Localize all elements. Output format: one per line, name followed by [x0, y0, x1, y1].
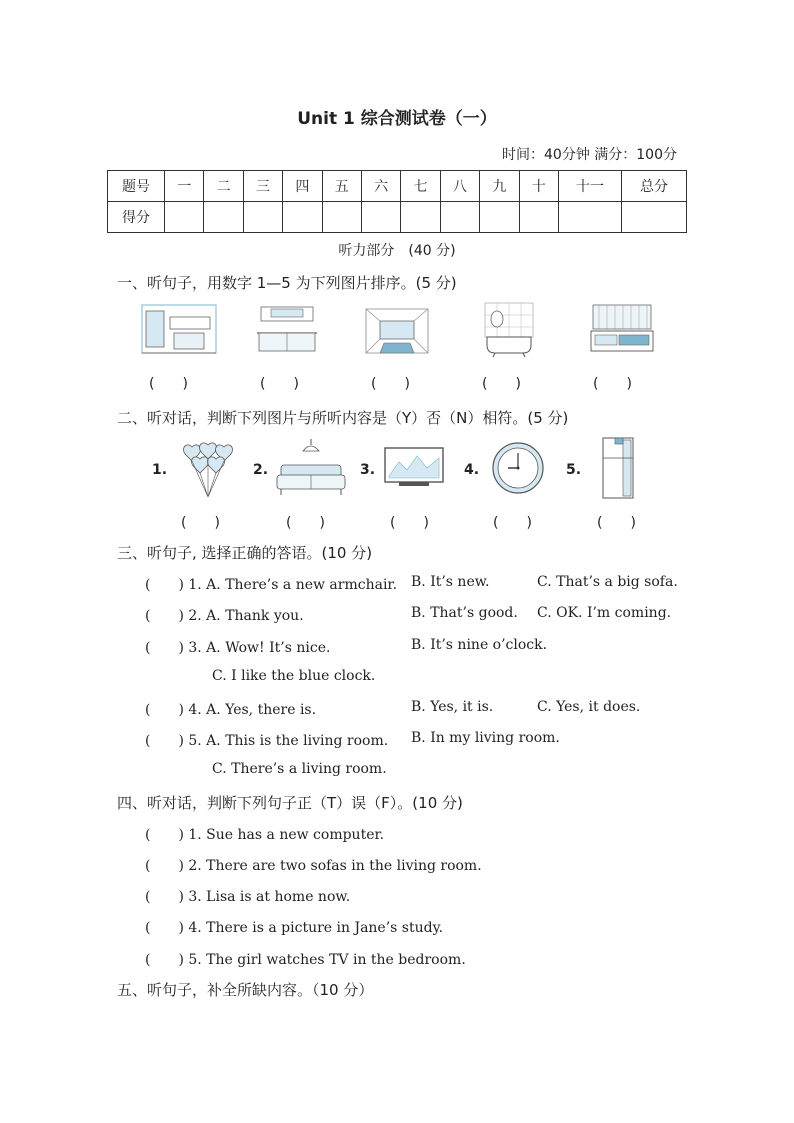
item-number: 1.: [152, 462, 168, 478]
score-header-cell: 题号: [108, 171, 165, 202]
score-header-cell: 总分: [622, 171, 687, 202]
option-c: C. Yes, it does.: [537, 699, 641, 715]
page-title: Unit 1 综合测试卷（一）: [297, 109, 497, 129]
score-value-row: [108, 202, 687, 233]
question-3-1: ( ) 1. A. There’s a new armchair.: [145, 577, 398, 593]
score-cell[interactable]: [440, 202, 479, 233]
score-row-label: 得分: [108, 202, 165, 233]
question-3-3: ( ) 3. A. Wow! It’s nice.: [145, 640, 331, 656]
score-cell[interactable]: [283, 202, 322, 233]
sofa-lamp-picture: [273, 439, 349, 499]
answer-blank[interactable]: ( ): [181, 515, 220, 531]
bathroom-picture: [140, 303, 218, 359]
score-cell[interactable]: [559, 202, 622, 233]
score-cell[interactable]: [622, 202, 687, 233]
section-4-title: 四、听对话，判断下列句子正（T）误（F）。(10 分): [117, 794, 463, 812]
score-header-cell: 二: [204, 171, 243, 202]
bathtub-picture: [483, 301, 535, 359]
question-3-2: ( ) 2. A. Thank you.: [145, 608, 304, 624]
option-c: C. OK. I’m coming.: [537, 605, 672, 621]
item-number: 3.: [360, 462, 376, 478]
question-4-2: ( ) 2. There are two sofas in the living room.: [145, 858, 482, 874]
answer-blank[interactable]: ( ): [286, 515, 325, 531]
score-header-cell: 六: [361, 171, 400, 202]
section-1-title: 一、听句子，用数字 1—5 为下列图片排序。(5 分): [117, 274, 457, 292]
score-header-cell: 七: [401, 171, 440, 202]
score-header-cell: 十: [519, 171, 558, 202]
answer-blank[interactable]: ( ): [149, 376, 188, 392]
answer-blank[interactable]: ( ): [482, 376, 521, 392]
score-cell[interactable]: [519, 202, 558, 233]
answer-blank[interactable]: ( ): [260, 376, 299, 392]
section-5-title: 五、听句子，补全所缺内容。（10 分）: [117, 981, 374, 999]
clock-picture: [491, 441, 545, 495]
option-c: C. That’s a big sofa.: [537, 574, 678, 590]
balloons-picture: [180, 441, 236, 499]
score-cell[interactable]: [204, 202, 243, 233]
question-4-4: ( ) 4. There is a picture in Jane’s study.: [145, 920, 444, 936]
listening-part-title: 听力部分 (40 分): [338, 243, 456, 259]
score-header-cell: 三: [243, 171, 282, 202]
bedroom-picture: [589, 303, 655, 355]
score-header-cell: 一: [165, 171, 204, 202]
score-cell[interactable]: [361, 202, 400, 233]
item-number: 2.: [253, 462, 269, 478]
option-c: C. I like the blue clock.: [212, 668, 376, 684]
question-4-5: ( ) 5. The girl watches TV in the bedroom.: [145, 952, 466, 968]
living-room-picture: [362, 303, 432, 359]
score-cell[interactable]: [322, 202, 361, 233]
score-header-cell: 十一: [559, 171, 622, 202]
item-number: 5.: [566, 462, 582, 478]
score-header-cell: 八: [440, 171, 479, 202]
option-b: B. That’s good.: [411, 605, 518, 621]
question-3-4: ( ) 4. A. Yes, there is.: [145, 702, 317, 718]
question-3-5: ( ) 5. A. This is the living room.: [145, 733, 389, 749]
score-header-cell: 四: [283, 171, 322, 202]
score-cell[interactable]: [165, 202, 204, 233]
section-2-title: 二、听对话，判断下列图片与所听内容是（Y）否（N）相符。(5 分): [117, 409, 569, 427]
exam-meta: 时间：40分钟 满分：100分: [502, 147, 677, 163]
score-header-cell: 九: [480, 171, 519, 202]
score-header-cell: 五: [322, 171, 361, 202]
option-b: B. In my living room.: [411, 730, 560, 746]
option-b: B. Yes, it is.: [411, 699, 494, 715]
score-cell[interactable]: [401, 202, 440, 233]
answer-blank[interactable]: ( ): [493, 515, 532, 531]
score-cell[interactable]: [243, 202, 282, 233]
answer-blank[interactable]: ( ): [390, 515, 429, 531]
score-table: [107, 170, 687, 233]
score-header-row: [108, 171, 687, 202]
answer-blank[interactable]: ( ): [371, 376, 410, 392]
kitchen-picture: [255, 303, 319, 355]
item-number: 4.: [464, 462, 480, 478]
score-cell[interactable]: [480, 202, 519, 233]
fridge-picture: [601, 436, 635, 500]
option-b: B. It’s new.: [411, 574, 490, 590]
section-3-title: 三、听句子, 选择正确的答语。(10 分): [117, 544, 373, 562]
answer-blank[interactable]: ( ): [597, 515, 636, 531]
question-4-3: ( ) 3. Lisa is at home now.: [145, 889, 351, 905]
option-c: C. There’s a living room.: [212, 761, 387, 777]
question-4-1: ( ) 1. Sue has a new computer.: [145, 827, 385, 843]
tv-picture: [383, 446, 445, 492]
option-b: B. It’s nine o’clock.: [411, 637, 548, 653]
answer-blank[interactable]: ( ): [593, 376, 632, 392]
